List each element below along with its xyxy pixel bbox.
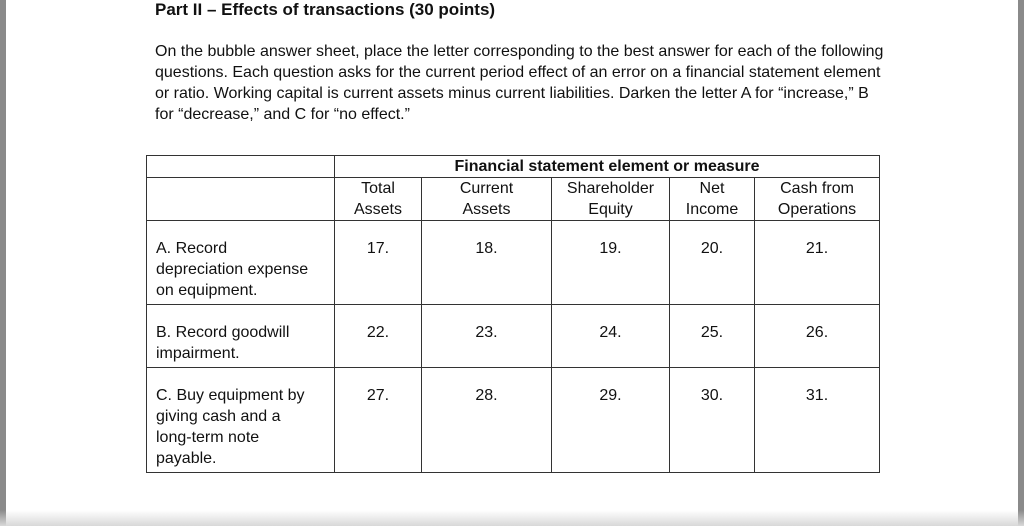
table-row	[147, 305, 880, 368]
group-header: Financial statement element or measure	[335, 156, 880, 178]
right-frame-edge	[1018, 0, 1024, 526]
section-heading: Part II – Effects of transactions (30 points)	[155, 0, 496, 19]
row-label-line: on equipment.	[156, 282, 258, 299]
row-label-line: depreciation expense	[156, 261, 309, 278]
column-header-line: Shareholder	[566, 180, 655, 197]
column-header-line: Current	[459, 180, 514, 197]
row-label-line: impairment.	[156, 345, 240, 362]
column-header-line: Income	[685, 201, 739, 218]
question-number: 20.	[670, 221, 755, 305]
question-number: 24.	[552, 305, 670, 368]
question-number: 17.	[335, 221, 422, 305]
question-number: 21.	[755, 221, 880, 305]
question-number: 25.	[670, 305, 755, 368]
table-row	[147, 368, 880, 473]
column-header-cash-from-operations	[755, 178, 880, 221]
column-header-net-income	[670, 178, 755, 221]
column-header-line: Assets	[462, 201, 511, 218]
column-header-line: Assets	[353, 201, 402, 218]
row-label-line: C. Buy equipment by	[156, 387, 305, 404]
empty-corner-top	[147, 156, 335, 178]
question-number: 30.	[670, 368, 755, 473]
group-header-row	[147, 156, 880, 178]
question-number: 26.	[755, 305, 880, 368]
question-number: 27.	[335, 368, 422, 473]
column-header-shareholder-equity	[552, 178, 670, 221]
column-header-line: Cash from	[780, 180, 854, 197]
question-number: 29.	[552, 368, 670, 473]
empty-corner-bottom	[147, 178, 335, 221]
row-label-line: long-term note	[156, 429, 260, 446]
column-header-current-assets	[422, 178, 552, 221]
question-number: 22.	[335, 305, 422, 368]
question-number: 18.	[422, 221, 552, 305]
question-number: 19.	[552, 221, 670, 305]
row-label	[147, 368, 335, 473]
left-frame-edge	[0, 0, 6, 526]
question-number: 31.	[755, 368, 880, 473]
instructions-paragraph: On the bubble answer sheet, place the letter corresponding to the best answer for each of the following questions. Each question asks for the current period effect of an error on a financial statement element or ratio. Working capital is current assets minus current liabilities. Darken the letter A for “increase,” B for “decrease,” and C for “no effect.”	[155, 43, 884, 123]
question-number: 28.	[422, 368, 552, 473]
row-label-line: A. Record	[156, 240, 228, 257]
bottom-page-shadow	[0, 510, 1024, 526]
column-header-total-assets	[335, 178, 422, 221]
column-header-line: Net	[699, 180, 725, 197]
row-label	[147, 305, 335, 368]
column-header-line: Operations	[777, 201, 857, 218]
table-row	[147, 221, 880, 305]
row-label-line: giving cash and a	[156, 408, 281, 425]
row-label-line: payable.	[156, 450, 217, 467]
column-header-row	[147, 178, 880, 221]
effects-table	[146, 155, 880, 473]
row-label-line: B. Record goodwill	[156, 324, 290, 341]
row-label	[147, 221, 335, 305]
column-header-line: Equity	[588, 201, 633, 218]
column-header-line: Total	[361, 180, 395, 197]
question-number: 23.	[422, 305, 552, 368]
